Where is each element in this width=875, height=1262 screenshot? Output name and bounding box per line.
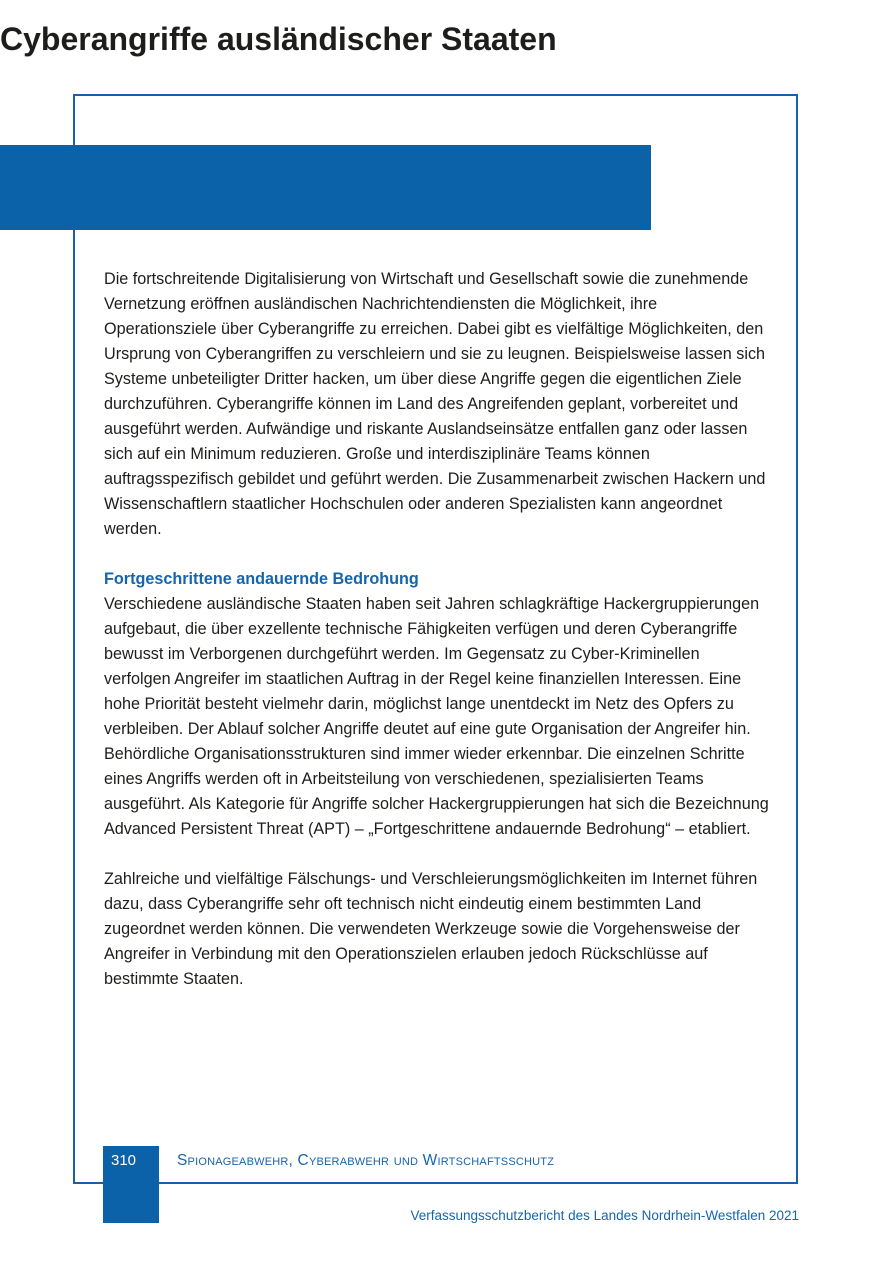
main-content [104,267,770,992]
paragraph-spacer [104,542,770,567]
body-paragraph-1: Die fortschreitende Digitalisierung von Wirtschaft und Gesellschaft sowie die zunehmende Vernetzung eröffnen ausländischen Nachrichtendiensten die Möglichkeit, ihre Operationsziele über Cyberangriffe zu erreichen. Dabei gibt es vielfältige Möglichkeiten, den Ursprung von Cyberangriffen zu verschleiern und sie zu leugnen. Beispielsweise lassen sich Systeme unbeteiligter Dritter hacken, um über diese Angriffe gegen die eigentlichen Ziele durchzuführen. Cyberangriffe können im Land des Angreifenden geplant, vorbereitet und ausgeführt werden. Aufwändige und riskante Auslandseinsätze entfallen ganz oder lassen sich auf ein Minimum reduzieren. Große und interdisziplinäre Teams können auftragsspezifisch gebildet und geführt werden. Die Zusammenarbeit zwischen Hackern und Wissenschaftlern staatlicher Hochschulen oder anderen Spezialisten kann angeordnet werden. [104,270,766,539]
paragraph-spacer [104,842,770,867]
page-title: Cyberangriffe ausländischer Staaten [0,21,557,58]
title-band [0,145,651,230]
running-section-title: Spionageabwehr, Cyberabwehr und Wirtschaftsschutz [177,1152,555,1170]
body-paragraph-3: Zahlreiche und vielfältige Fälschungs- und Verschleierungsmöglichkeiten im Internet führen dazu, dass Cyberangriffe sehr oft technisch nicht eindeutig einem bestimmten Land zugeordnet werden können. Die verwendeten Werkzeuge sowie die Vorgehensweise der Angreifer in Verbindung mit den Operationszielen erlauben jedoch Rückschlüsse auf bestimmte Staaten. [104,870,758,989]
body-paragraph-2: Verschiedene ausländische Staaten haben seit Jahren schlagkräftige Hackergruppierungen aufgebaut, die über exzellente technische Fähigkeiten verfügen und deren Cyberangriffe bewusst im Verborgenen durchgeführt werden. Im Gegensatz zu Cyber-Kriminellen verfolgen Angreifer im staatlichen Auftrag in der Regel keine finanziellen Interessen. Eine hohe Priorität besteht vielmehr darin, möglichst lange unentdeckt im Netz des Opfers zu verbleiben. Der Ablauf solcher Angriffe deutet auf eine gute Organisation der Angreifer hin. Behördliche Organisationsstrukturen sind immer wieder erkennbar. Die einzelnen Schritte eines Angriffs werden oft in Arbeitsteilung von verschiedenen, spezialisierten Teams ausgeführt. Als Kategorie für Angriffe solcher Hackergruppierungen hat sich die Bezeichnung Advanced Persistent Threat (APT) – „Fortgeschrittene andauernde Bedrohung“ – etabliert. [104,595,769,839]
section-subheading: Fortgeschrittene andauernde Bedrohung [104,570,419,589]
page-number: 310 [111,1152,137,1170]
publication-footer: Verfassungsschutzbericht des Landes Nordrhein-Westfalen 2021 [410,1208,799,1224]
